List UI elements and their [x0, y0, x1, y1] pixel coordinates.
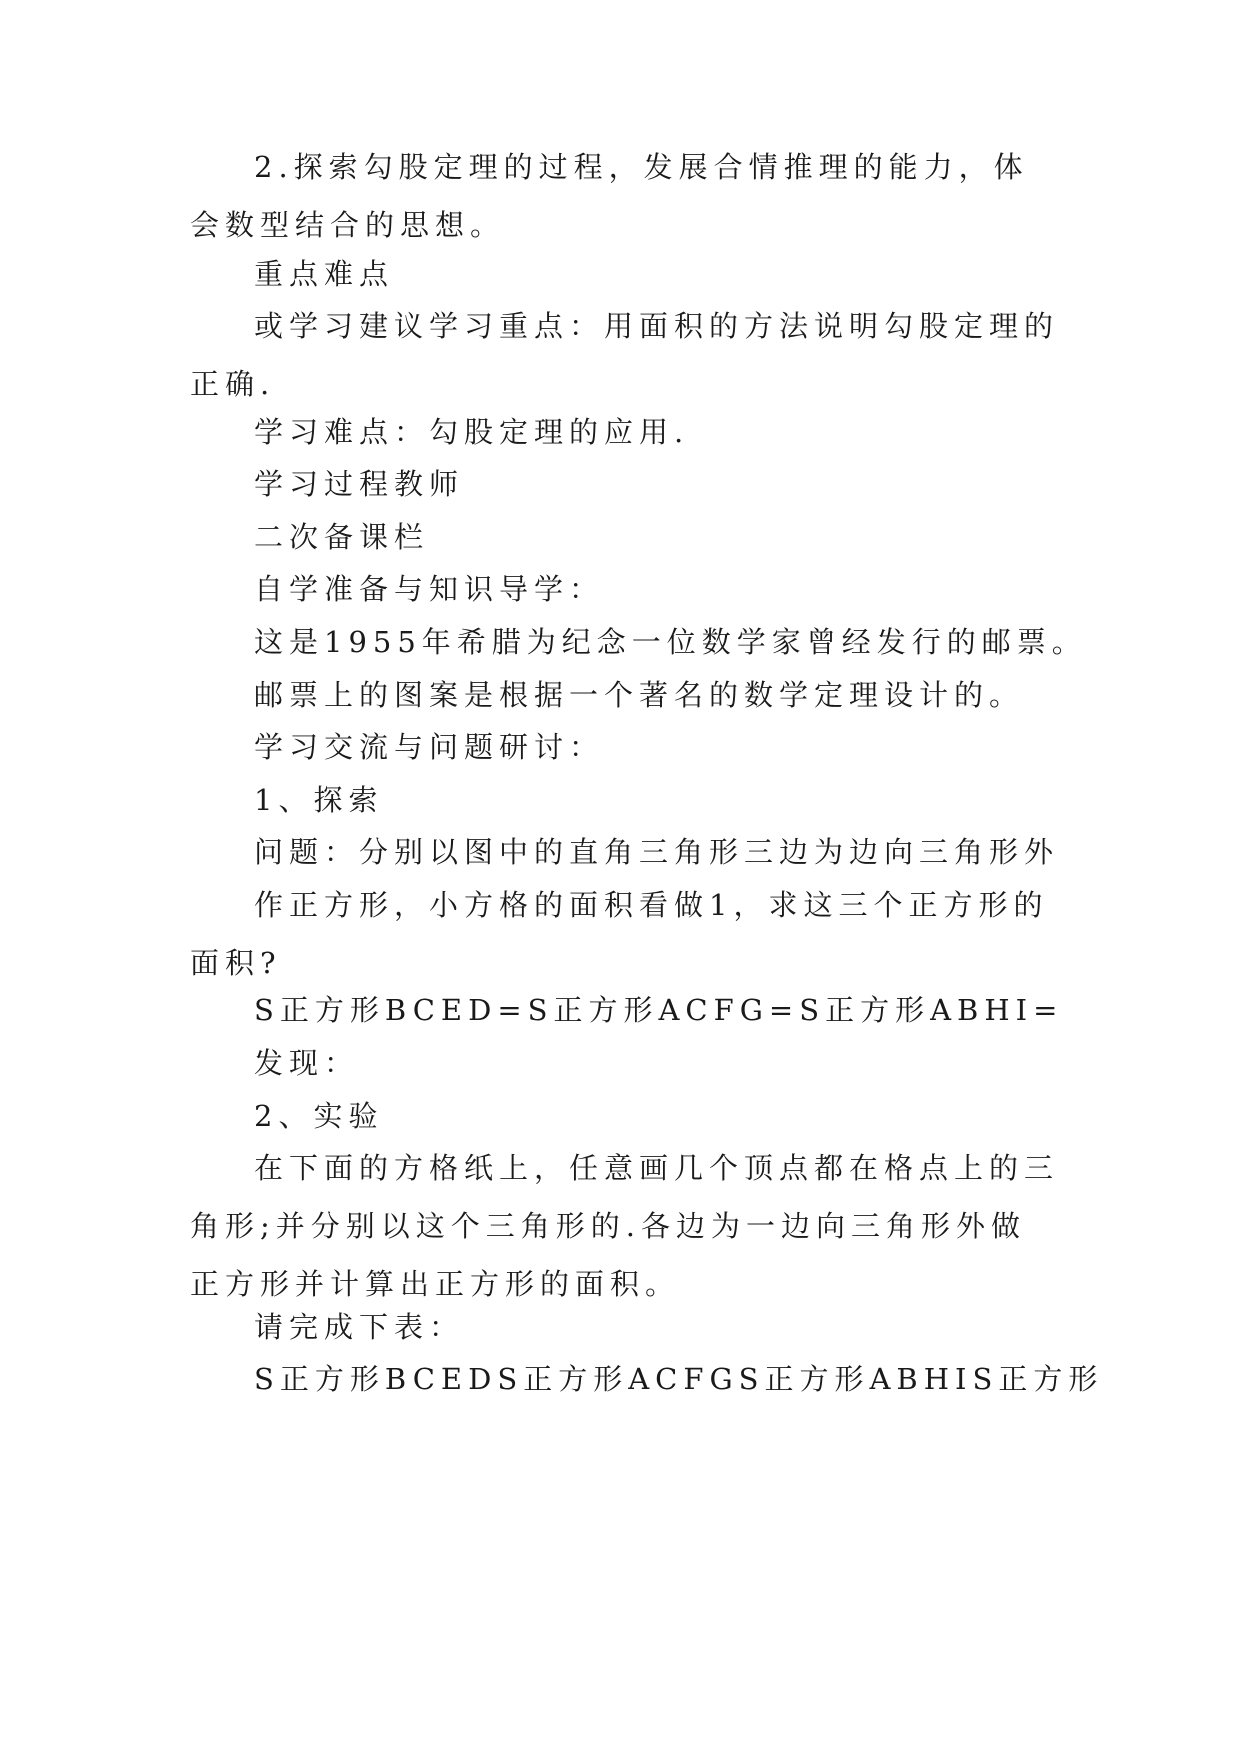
paragraph-stamp-intro: 这是1955年希腊为纪念一位数学家曾经发行的邮票。 [254, 625, 1087, 659]
paragraph-learning-key-point: 或学习建议学习重点：用面积的方法说明勾股定理的正确. [190, 309, 1060, 401]
heading-explore: 1、探索 [254, 783, 384, 817]
heading-experiment: 2、实验 [254, 1099, 384, 1133]
paragraph-question-line-2: 作正方形，小方格的面积看做1，求这三个正方形的面积? [190, 888, 1049, 980]
paragraph-learning-difficulty: 学习难点：勾股定理的应用. [254, 415, 690, 449]
paragraph-question-line-1: 问题：分别以图中的直角三角形三边为边向三角形外 [254, 835, 1060, 869]
paragraph-square-areas: S正方形BCED=S正方形ACFG=S正方形ABHI= [254, 993, 1064, 1027]
paragraph-stamp-design: 邮票上的图案是根据一个著名的数学定理设计的。 [254, 678, 1025, 712]
table-header-row: S正方形BCEDS正方形ACFGS正方形ABHIS正方形 [254, 1362, 1104, 1396]
paragraph-goal-2: 2.探索勾股定理的过程，发展合情推理的能力，体会数型结合的思想。 [190, 150, 1029, 242]
paragraph-complete-table: 请完成下表： [254, 1310, 465, 1344]
heading-self-study: 自学准备与知识导学： [254, 572, 605, 606]
paragraph-discovery: 发现： [254, 1046, 360, 1080]
paragraph-experiment-instructions: 在下面的方格纸上，任意画几个顶点都在格点上的三角形;并分别以这个三角形的.各边为一边向三角形外做正方形并计算出正方形的面积。 [190, 1151, 1060, 1301]
heading-key-difficult-points: 重点难点 [254, 257, 395, 291]
heading-lesson-prep-column: 二次备课栏 [254, 520, 430, 554]
heading-exchange-discussion: 学习交流与问题研讨： [254, 730, 605, 764]
heading-learning-process: 学习过程教师 [254, 467, 465, 501]
